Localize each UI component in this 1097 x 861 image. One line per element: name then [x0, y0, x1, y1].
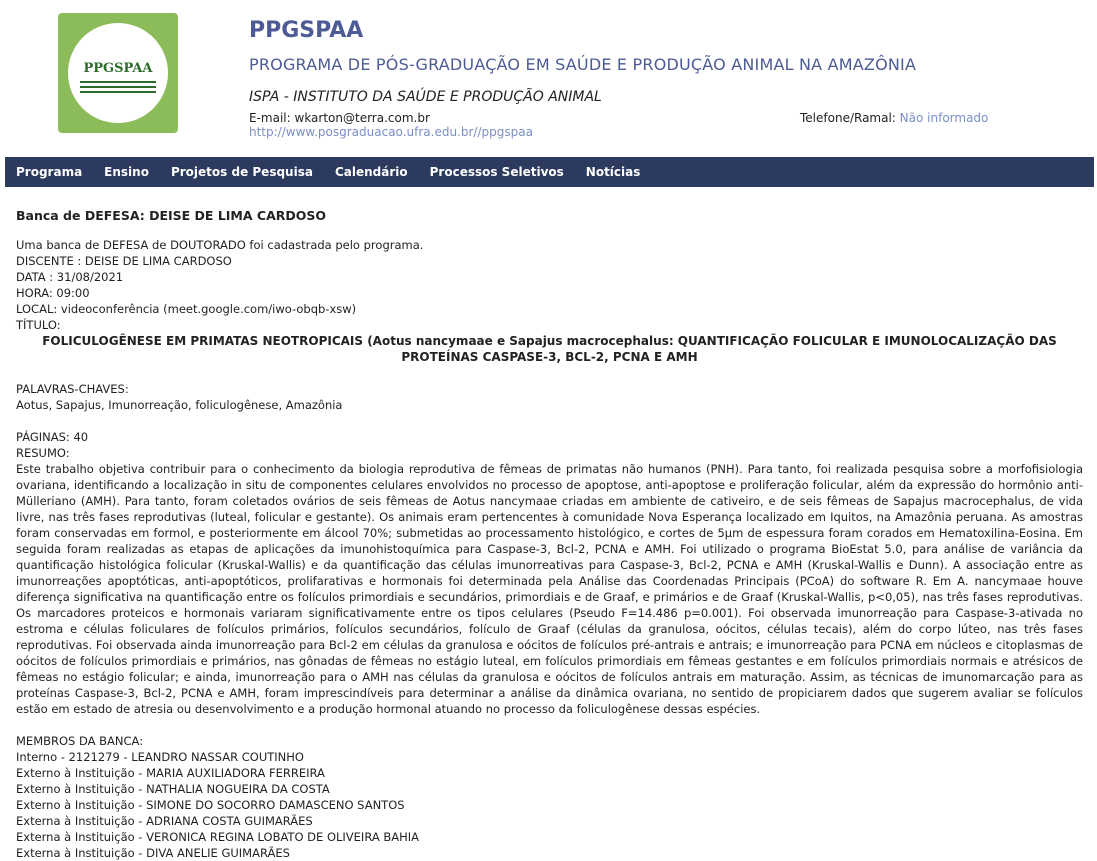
palavras-label: PALAVRAS-CHAVES: — [16, 382, 129, 396]
page-header — [0, 0, 1097, 150]
nav-item-ensino[interactable]: Ensino — [104, 165, 149, 179]
membro-item: Interno - 2121279 - LEANDRO NASSAR COUTINHO — [16, 750, 304, 764]
phone-line — [800, 111, 988, 125]
membro-item: Externa à Instituição - ADRIANA COSTA GUIMARÃES — [16, 814, 313, 828]
membros-label: MEMBROS DA BANCA: — [16, 734, 144, 748]
site-acronym: PPGSPAA — [249, 18, 364, 43]
email-label: E-mail: — [249, 111, 291, 125]
resumo-text: Este trabalho objetiva contribuir para o conhecimento da biologia reprodutiva de fêmeas de primatas não humanos (PNH). Para tanto, foi realizada pesquisa sobre a morfofisiologia ovariana, identificando a localização in situ de componentes celulares envolvidos no processo de apoptose, anti-apoptose e proliferação folicular, além da expressão do hormônio anti-Mülleriano (AMH). Para tanto, foram coletados ovários de seis fêmeas de Aotus nancymaae criadas em ambiente de cativeiro, e de seis fêmeas de Sapajus macrocephalus, de vida livre, nas três fases reprodutivas (luteal, folicular e gestante). Os animais eram pertencentes à comunidade Nova Esperança localizado em Iquitos, na Amazônia peruana. As amostras foram conservadas em formol, e posteriormente em álcool 70%; submetidas ao processamento histológico, e cortes de 5µm de espessura foram corados em Hematoxilina-Eosina. Em seguida foram realizadas as etapas de aplicações da imunohistoquímica para Caspase-3, Bcl-2, PCNA e AMH. Foi utilizado o programa BioEstat 5.0, para análise de variância da quantificação histológica folicular (Kruskal-Wallis) e da quantificação das células imunorreativas para Caspase-3, Bcl-2, PCNA e AMH (Kruskal-Wallis e Dunn). A associação entre as imunorreações apoptóticas, anti-apoptóticos, prolifarativas e hormonais foi determinada pela Análise das Coordenadas Principais (PCoA) do software R. Em A. nancymaae houve diferença significativa na quantificação entre os folículos primordiais e secundários, primordiais e de Graaf, e primários e de Graaf (Kruskal-Wallis, p<0,05), nas três fases reprodutivas. Os marcadores proteicos e hormonais variaram significativamente entre os tipos celulares (Pseudo F=14.486 p=0.001). Foi observada imunorreação para Caspase-3-ativada no estroma e células foliculares de folículos primários, folículos secundários, folículo de Graaf (células da granulosa, oócitos, células tecais), além do corpo lúteo, nas três fases reprodutivas. Foi observada ainda imunorreação para Bcl-2 em células da granulosa e oócitos de folículos pré-antrais e antrais; e imunorreação para PCNA em núcleos e citoplasmas de oócitos de folículos primordiais e primários, nas gônadas de fêmeas no estágio luteal, em folículos primordiais em fêmeas gestantes e em folículos primordiais normais e atrésicos de fêmeas no estágio folicular; e ainda, imunorreação para o AMH nas células da granulosa e oócitos de folículos antrais em maturação. Assim, as técnicas de imunomarcação para as proteínas Caspase-3, Bcl-2, PCNA e AMH, foram imprescindíveis para determinar a análise da dinâmica ovariana, no sentido de propiciarem dados que sugerem avaliar se folículos estão em estado de atresia ou desenvolvimento e a produção hormonal atuando no processo da foliculogênese dessas espécies. — [16, 462, 1083, 716]
phone-value: Não informado — [899, 111, 989, 125]
paginas-line: PÁGINAS: 40 — [16, 430, 89, 444]
banca-intro: Uma banca de DEFESA de DOUTORADO foi cadastrada pelo programa. — [16, 238, 424, 252]
membro-item: Externa à Instituição - VERONICA REGINA LOBATO DE OLIVEIRA BAHIA — [16, 830, 420, 844]
email-line — [249, 111, 430, 125]
resumo-label: RESUMO: — [16, 446, 70, 460]
local-line: LOCAL: videoconferência (meet.google.com/iwo-obqb-xsw) — [16, 302, 357, 316]
membro-item: Externo à Instituição - NATHALIA NOGUEIRA DA COSTA — [16, 782, 330, 796]
titulo-text: FOLICULOGÊNESE EM PRIMATAS NEOTROPICAIS (Aotus nancymaae e Sapajus macrocephalus: QUANTIFICAÇÃO FOLICULAR E IMUNOLOCALIZAÇÃO DAS PROTEÍNAS CASPASE-3, BCL-2, PCNA E AMH — [42, 334, 1057, 364]
site-url-link[interactable]: http://www.posgraduacao.ufra.edu.br//ppgspaa — [249, 125, 533, 139]
program-name: PROGRAMA DE PÓS-GRADUAÇÃO EM SAÚDE E PRODUÇÃO ANIMAL NA AMAZÔNIA — [249, 55, 917, 74]
membro-item: Externo à Instituição - SIMONE DO SOCORRO DAMASCENO SANTOS — [16, 798, 405, 812]
palavras-value: Aotus, Sapajus, Imunorreação, foliculogênese, Amazônia — [16, 398, 343, 412]
nav-item-programa[interactable]: Programa — [16, 165, 83, 179]
nav-item-noticias[interactable]: Notícias — [585, 165, 641, 179]
membro-item: Externa à Instituição - DIVA ANELIE GUIMARÃES — [16, 846, 290, 860]
banca-content — [16, 208, 1083, 861]
nav-item-processos[interactable]: Processos Seletivos — [429, 165, 564, 179]
titulo-label: TÍTULO: — [16, 318, 61, 332]
institute-name: ISPA - INSTITUTO DA SAÚDE E PRODUÇÃO ANIMAL — [249, 89, 602, 105]
nav-item-calendario[interactable]: Calendário — [334, 165, 408, 179]
logo-lines — [80, 81, 156, 96]
data-line: DATA : 31/08/2021 — [16, 270, 124, 284]
phone-label: Telefone/Ramal: — [800, 111, 896, 125]
membro-item: Externo à Instituição - MARIA AUXILIADORA FERREIRA — [16, 766, 325, 780]
main-nav — [5, 157, 1094, 187]
logo-text: PPGSPAA — [83, 61, 153, 76]
banca-title: Banca de DEFESA: DEISE DE LIMA CARDOSO — [16, 208, 326, 223]
nav-item-projetos[interactable]: Projetos de Pesquisa — [170, 165, 313, 179]
hora-line: HORA: 09:00 — [16, 286, 90, 300]
logo-disc — [68, 23, 168, 123]
discente-line: DISCENTE : DEISE DE LIMA CARDOSO — [16, 254, 232, 268]
email-value: wkarton@terra.com.br — [294, 111, 430, 125]
program-logo[interactable] — [58, 13, 178, 133]
membros-list — [16, 749, 1083, 861]
